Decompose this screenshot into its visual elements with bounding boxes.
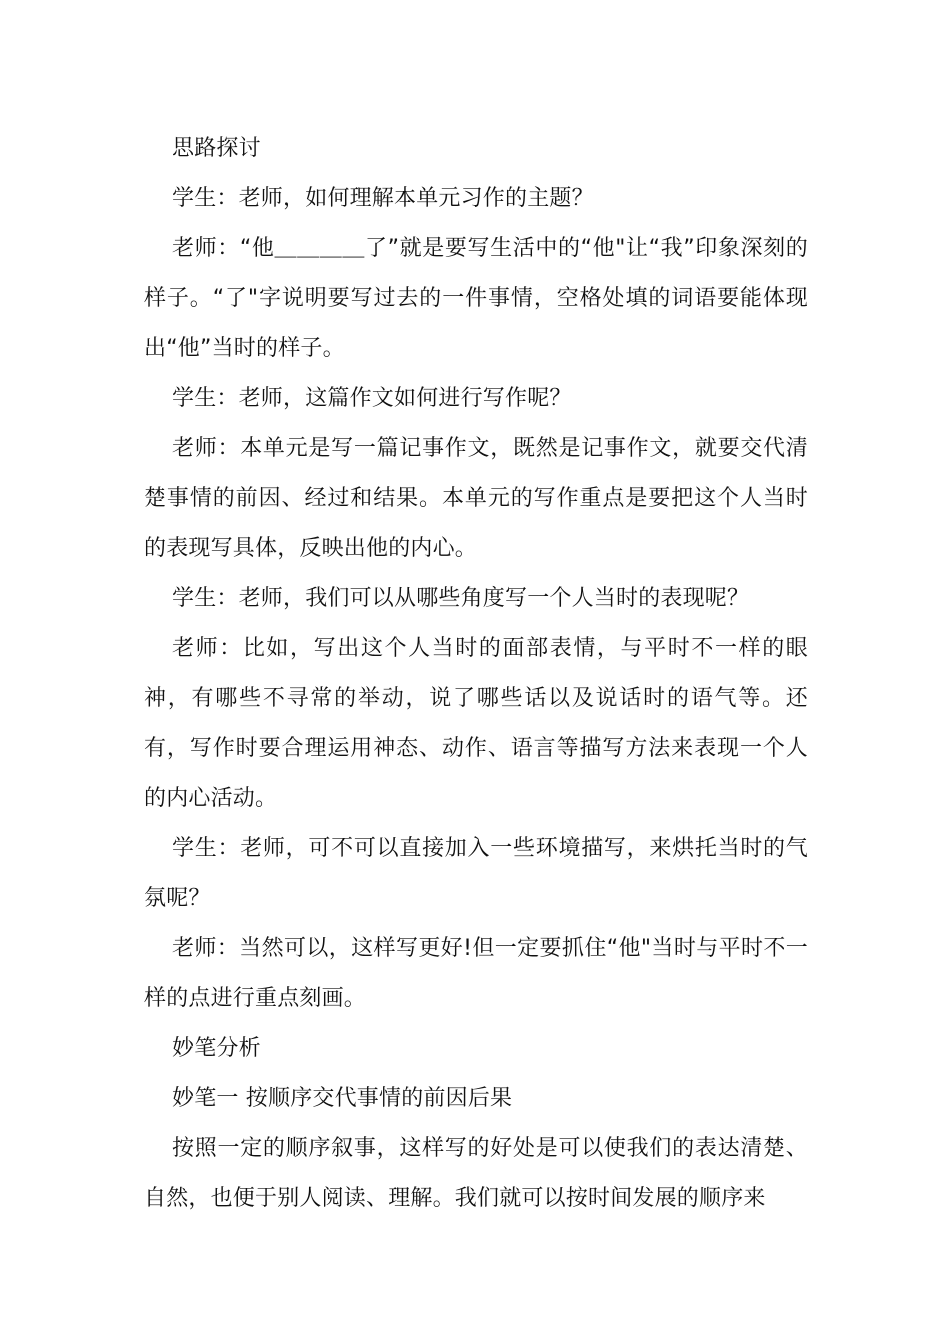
student-question-4: 学生：老师，可不可以直接加入一些环境描写，来烘托当时的气氛呢？ — [144, 836, 808, 911]
student-question-3: 学生：老师，我们可以从哪些角度写一个人当时的表现呢？ — [172, 586, 750, 611]
body-paragraph: 按照一定的顺序叙事，这样写的好处是可以使我们的表达清楚、自然，也便于别人阅读、理解。我们就可以按时间发展的顺序来 — [144, 1136, 808, 1211]
student-question-1: 学生：老师，如何理解本单元习作的主题？ — [172, 186, 594, 211]
subheading-technique-1: 妙笔一 按顺序交代事情的前因后果 — [172, 1086, 513, 1111]
document-body — [144, 124, 808, 1224]
section-heading-analysis: 妙笔分析 — [172, 1036, 261, 1061]
section-heading-thinking: 思路探讨 — [172, 136, 261, 161]
teacher-answer-1: 老师：“他＿＿＿＿了”就是要写生活中的“他"让“我”印象深刻的样子。“了"字说明要写过去的一件事情，空格处填的词语要能体现出“他”当时的样子。 — [144, 236, 808, 361]
teacher-answer-4: 老师：当然可以，这样写更好!但一定要抓住“他"当时与平时不一样的点进行重点刻画。 — [144, 936, 808, 1011]
teacher-answer-3: 老师：比如，写出这个人当时的面部表情，与平时不一样的眼神，有哪些不寻常的举动，说了哪些话以及说话时的语气等。还有，写作时要合理运用神态、动作、语言等描写方法来表现一个人的内心活动。 — [144, 636, 808, 811]
teacher-answer-2: 老师：本单元是写一篇记事作文，既然是记事作文，就要交代清楚事情的前因、经过和结果。本单元的写作重点是要把这个人当时的表现写具体，反映出他的内心。 — [144, 436, 808, 561]
student-question-2: 学生：老师，这篇作文如何进行写作呢？ — [172, 386, 572, 411]
